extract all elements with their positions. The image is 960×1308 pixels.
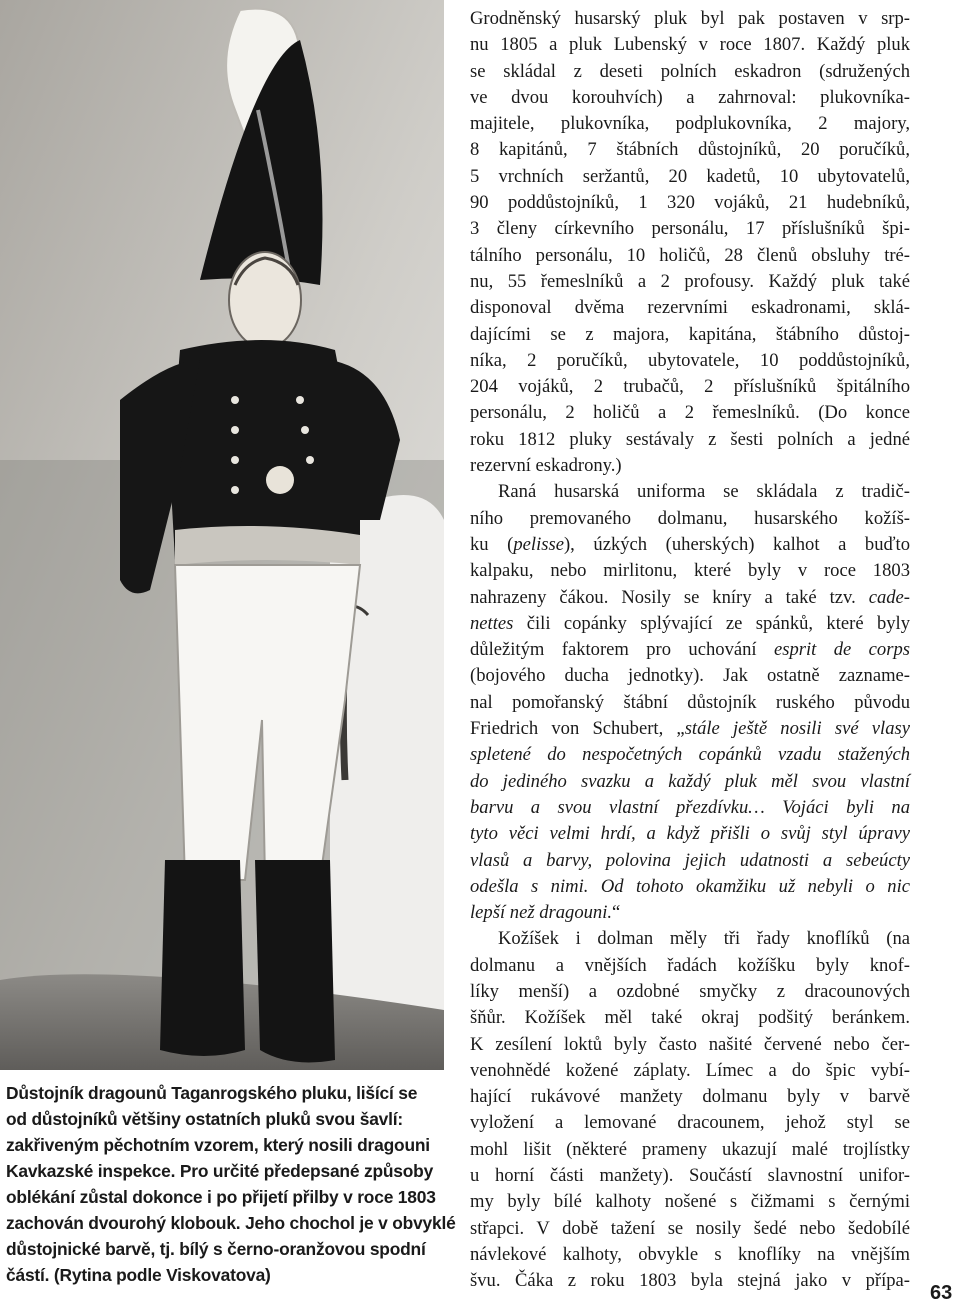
caption-line: od důstojníků většiny ostatních pluků svou šavlí: [6,1109,404,1129]
text-line: nal pomořanský štábní důstojník ruského původu [470,691,910,713]
text-line: 90 poddůstojníků, 1 320 vojáků, 21 hudebníků, [470,192,910,214]
quote-run: barvu a svou vlastní přezdívku… Vojáci byli na [470,796,910,818]
closing-quote: “ [612,902,621,924]
caption-line: zakřiveným pěchotním vzorem, který nosili dragouni [6,1135,430,1155]
text-line [470,874,910,900]
quote-run: do jediného svazku a každý pluk měl svou vlastní [470,770,910,792]
page-number: 63 [930,1282,953,1304]
text-line [470,532,910,558]
text-line [470,611,910,637]
text-line: vyložení a lemované dracounem, jehož styl se [470,1112,910,1134]
caption-line: důstojnické barvě, tj. bílý s černo-oranžovou spodní [6,1239,426,1259]
italic-term: nettes [470,612,514,634]
text-line: majitele, plukovníka, podplukovníka, 2 majory, [470,113,910,135]
text-line: návlekové kalhoty, obvykle s knoflíky na vnějším [470,1243,910,1265]
text-line: hající rukávové manžety dolmanu byly v barvě [470,1086,910,1108]
text-line [470,795,910,821]
text-line: ního premovaného dolmanu, husarského kožíš- [470,507,910,529]
text-run: ), úzkých (uherských) kalhot a buďto [563,533,911,555]
italic-term: pelisse [513,533,564,555]
text-line: dajícími se z majora, kapitána, štábního důstoj- [470,323,910,345]
officer-portrait-illustration [0,0,444,1070]
text-line [470,742,910,768]
text-line [470,848,910,874]
quote-run: lepší než dragouni. [470,902,613,924]
quote-run: spletené do nespočetných copánků vzadu stažených [470,744,910,766]
text-line: 8 kapitánů, 7 štábních důstojníků, 20 poručíků, [470,139,910,161]
text-line: střapci. V době tažení se nosily šedé nebo šedobílé [470,1217,910,1239]
caption-line: oblékání zůstal dokonce i po přijetí přilby v roce 1803 [6,1187,436,1207]
text-line: 204 vojáků, 2 trubačů, 2 příslušníků špitálního [470,376,910,398]
text-line: Raná husarská uniforma se skládala z tradič- [498,481,910,503]
quote-run: tyto věci velmi hrdí, a když přišli o svůj styl úpravy [470,823,910,845]
text-line: roku 1812 pluky sestávaly z šesti polních a jedné [470,428,910,450]
quote-run: odešla s nimi. Od tohoto okamžiku už nebyli o nic [470,875,910,897]
right-boot [255,860,335,1062]
text-line [470,900,910,926]
text-line: u horní části manžety). Součástí slavnostní unifor- [470,1165,910,1187]
text-line: (bojového ducha jednotky). Jak ostatně zazname- [470,665,910,687]
illustration-caption [6,1080,456,1288]
text-line: my byly bílé kalhoty nošené s čižmami s černými [470,1191,910,1213]
text-line: ve dvou korouhvích) a zahrnoval: plukovníka- [470,86,910,108]
text-run: nahrazeny čákou. Nosily se kníry a také tzv. [470,586,869,608]
caption-line: zachován dvourohý klobouk. Jeho chochol je v obvyklé [6,1213,456,1233]
portrait-drawing [0,0,444,1070]
text-line: personálu, 2 holičů a 2 řemeslníků. (Do konce [470,402,910,424]
text-run: Friedrich von Schubert, „ [470,718,685,740]
text-line: švu. Čáka z roku 1803 byla stejná jako v přípa- [470,1270,910,1292]
text-run: důležitým faktorem pro uchování [470,639,774,661]
article-column [470,6,910,1295]
text-line: nu, 55 řemeslníků a 2 profousy. Každý pluk také [470,270,910,292]
caption-line: Kavkazské inspekce. Pro určité předepsané způsoby [6,1161,434,1181]
caption-line: částí. (Rytina podle Viskovatova) [6,1265,271,1285]
text-line [470,769,910,795]
text-run: ku ( [470,533,514,555]
text-line: rezervní eskadrony.) [470,455,622,477]
text-line [470,637,910,663]
text-line: kalpaku, nebo mirlitonu, které byly v roce 1803 [470,560,910,582]
text-line: Kožíšek i dolman měly tři řady knoflíků (na [498,928,910,950]
text-line: venohnědé kožené záplaty. Límec a do špic vybí- [470,1059,910,1081]
text-line: nu 1805 a pluk Lubenský v roce 1807. Každý pluk [470,34,910,56]
waist-sash [175,526,360,565]
text-line: disponoval dvěma rezervními eskadronami, sklá- [470,297,910,319]
quote-run: stále ještě nosili své vlasy [684,718,910,740]
text-line: líky menší) a ozdobné smyčky z dracounových [470,980,910,1002]
text-line: 5 vrchních seržantů, 20 kadetů, 10 ubytovatelů, [470,165,910,187]
text-line: mohl lišit (některé prameny ukazují malé trojlístky [470,1138,910,1160]
hand [266,466,294,494]
text-line: 3 členy církevního personálu, 17 příslušníků špi- [470,218,910,240]
text-line [470,821,910,847]
quote-run: vlasů a barvy, polovina jejich udatnosti a sebeúcty [470,849,910,871]
left-boot [160,860,245,1056]
text-line: Grodněnský husarský pluk byl pak postaven v srp- [470,8,910,29]
text-line [470,585,910,611]
text-line: tálního personálu, 10 holičů, 28 členů obsluhy tré- [470,244,910,266]
text-run: čili copánky splývající ze spánků, které byly [513,612,910,634]
italic-term: cade- [868,586,910,608]
text-line: se skládal z deseti polních eskadron (sdružených [470,60,910,82]
text-line [470,716,910,742]
text-line: dolmanu a vnějších řadách kožíšku byly knof- [470,954,910,976]
text-line: níka, 2 poručíků, ubytovatele, 10 poddůstojníků, [470,349,910,371]
text-line: šňůr. Kožíšek měl také okraj podšitý beránkem. [470,1007,910,1029]
face [229,252,301,348]
text-line: K zesílení loktů byly často našité červené nebo čer- [470,1033,910,1055]
caption-line: Důstojník dragounů Taganrogského pluku, lišící se [6,1083,418,1103]
italic-term: esprit de corps [773,639,910,661]
